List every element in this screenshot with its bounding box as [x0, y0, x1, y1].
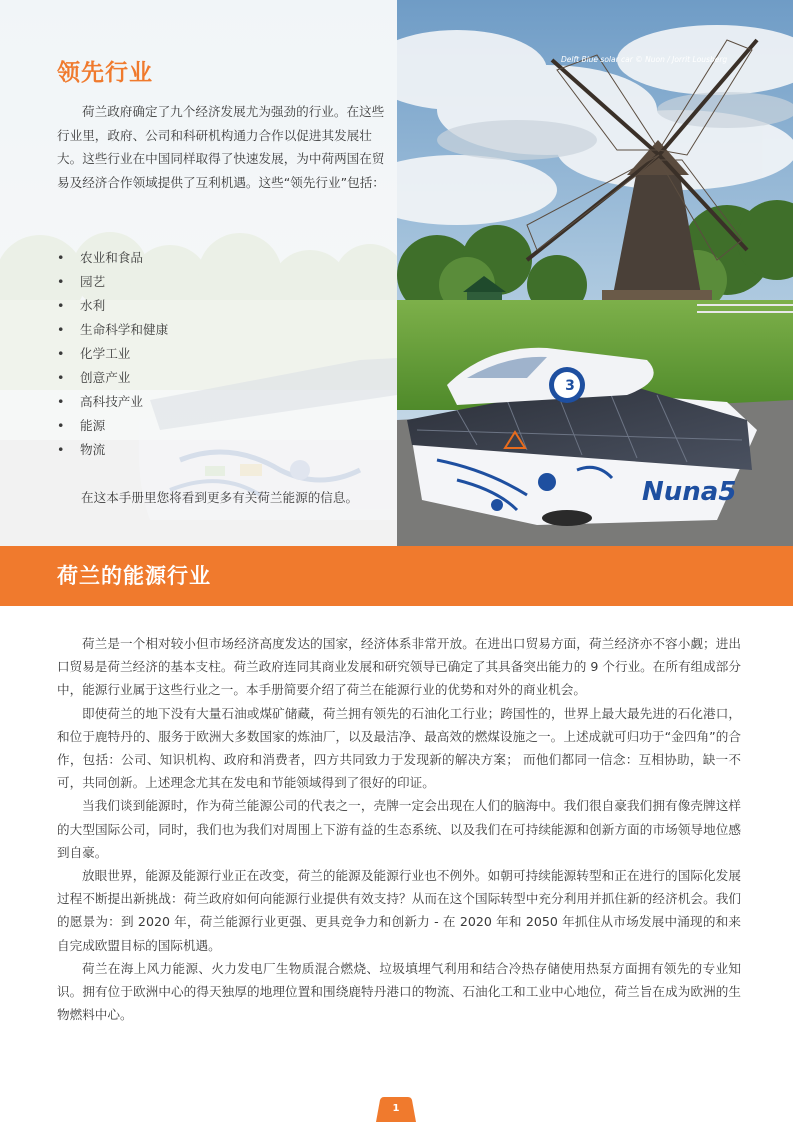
page-number-tab — [376, 1097, 416, 1122]
section-title-leading-industries: 领先行业 — [57, 60, 153, 86]
list-item-label: 生命科学和健康 — [80, 322, 169, 337]
list-item-label: 高科技产业 — [80, 394, 143, 409]
list-item — [57, 366, 168, 390]
car-brand-text: Nuna5 — [642, 477, 737, 507]
body-paragraph: 即使荷兰的地下没有大量石油或煤矿储藏，荷兰拥有领先的石油化工行业；跨国性的，世界上最大最先进的石化港口，和位于鹿特丹的、服务于欧洲大多数国家的炼油厂，以及最洁净、最高效的燃煤设施之一。上述成就可归功于“金四角”的合作，包括：公司、知识机构、政府和消费者，四方共同致力于发现新的解决方案； 而他们都同一信念：互相协助，缺一不可，共同创新。上述理念尤其在发电和节能领域得到了很好的印证。 — [57, 705, 741, 791]
page-number: 1 — [392, 1103, 400, 1114]
photo-credit: Delft Blue solar car © Nuon / Jorrit Lousberg — [561, 55, 728, 64]
bullet: • — [57, 274, 65, 289]
bullet: • — [57, 250, 65, 265]
leading-industries-column — [0, 0, 397, 546]
bullet: • — [57, 346, 65, 361]
list-item — [57, 414, 168, 438]
list-item — [57, 318, 168, 342]
list-item-label: 化学工业 — [80, 346, 131, 361]
industry-list — [57, 246, 168, 462]
intro-paragraph: 荷兰政府确定了九个经济发展尤为强劲的行业。在这些行业里，政府、公司和科研机构通力合作以促进其发展壮大。这些行业在中国同样取得了快速发展，为中荷两国在贸易及经济合作领域提供了互利机遇。这些“领先行业”包括： — [57, 104, 385, 190]
outro-paragraph: 在这本手册里您将看到更多有关荷兰能源的信息。 — [81, 490, 359, 505]
body-paragraph: 荷兰在海上风力能源、火力发电厂生物质混合燃烧、垃圾填埋气利用和结合冷热存储使用热泵方面拥有领先的专业知识。拥有位于欧洲中心的得天独厚的地理位置和围绕鹿特丹港口的物流、石油化工和工业中心地位，荷兰旨在成为欧洲的生物燃料中心。 — [57, 960, 741, 1023]
list-item-label: 创意产业 — [80, 370, 131, 385]
list-item-label: 水利 — [80, 298, 106, 313]
section-title-energy-sector: 荷兰的能源行业 — [57, 564, 211, 588]
list-item-label: 园艺 — [80, 274, 106, 289]
bullet: • — [57, 394, 65, 409]
list-item-label: 农业和食品 — [80, 250, 143, 265]
list-item — [57, 294, 168, 318]
bullet: • — [57, 418, 65, 433]
list-item — [57, 342, 168, 366]
bullet: • — [57, 322, 65, 337]
list-item — [57, 390, 168, 414]
list-item — [57, 246, 168, 270]
bullet: • — [57, 442, 65, 457]
photo-illustration — [397, 0, 793, 546]
section-header-band — [0, 546, 793, 606]
list-item — [57, 438, 168, 462]
windmill-solar-car-photo — [397, 0, 793, 546]
bullet: • — [57, 370, 65, 385]
list-item — [57, 270, 168, 294]
body-paragraph: 荷兰是一个相对较小但市场经济高度发达的国家，经济体系非常开放。在进出口贸易方面，荷兰经济亦不容小觑；进出口贸易是荷兰经济的基本支柱。荷兰政府连同其商业发展和研究领导已确定了其具备突出能力的 9 个行业。在所有组成部分中，能源行业属于这些行业之一。本手册简要介绍了荷兰在能源行业的优势和对外的商业机会。 — [57, 636, 741, 698]
body-paragraph: 当我们谈到能源时，作为荷兰能源公司的代表之一，壳牌一定会出现在人们的脑海中。我们很自豪我们拥有像壳牌这样的大型国际公司，同时，我们也为我们对周围上下游有益的生态系统、以及我们在可持续能源和创新方面的市场领导地位感到自豪。 — [57, 798, 741, 860]
bullet: • — [57, 298, 65, 313]
car-number: 3 — [565, 378, 575, 394]
list-item-label: 物流 — [80, 442, 106, 457]
energy-sector-body — [57, 632, 741, 1026]
list-item-label: 能源 — [80, 418, 106, 433]
top-section — [0, 0, 793, 546]
body-paragraph: 放眼世界，能源及能源行业正在改变，荷兰的能源及能源行业也不例外。如朝可持续能源转型和正在进行的国际化发展过程不断提出新挑战：荷兰政府如何向能源行业提供有效支持？从而在这个国际转型中充分利用并抓住新的经济机会。我们的愿景为：到 2020 年，荷兰能源行业更强、更具竞争力和创新力 - 在 2020 年和 2050 年抓住从市场发展中涌现的和来自完成欧盟目标的国际机遇。 — [57, 868, 741, 953]
